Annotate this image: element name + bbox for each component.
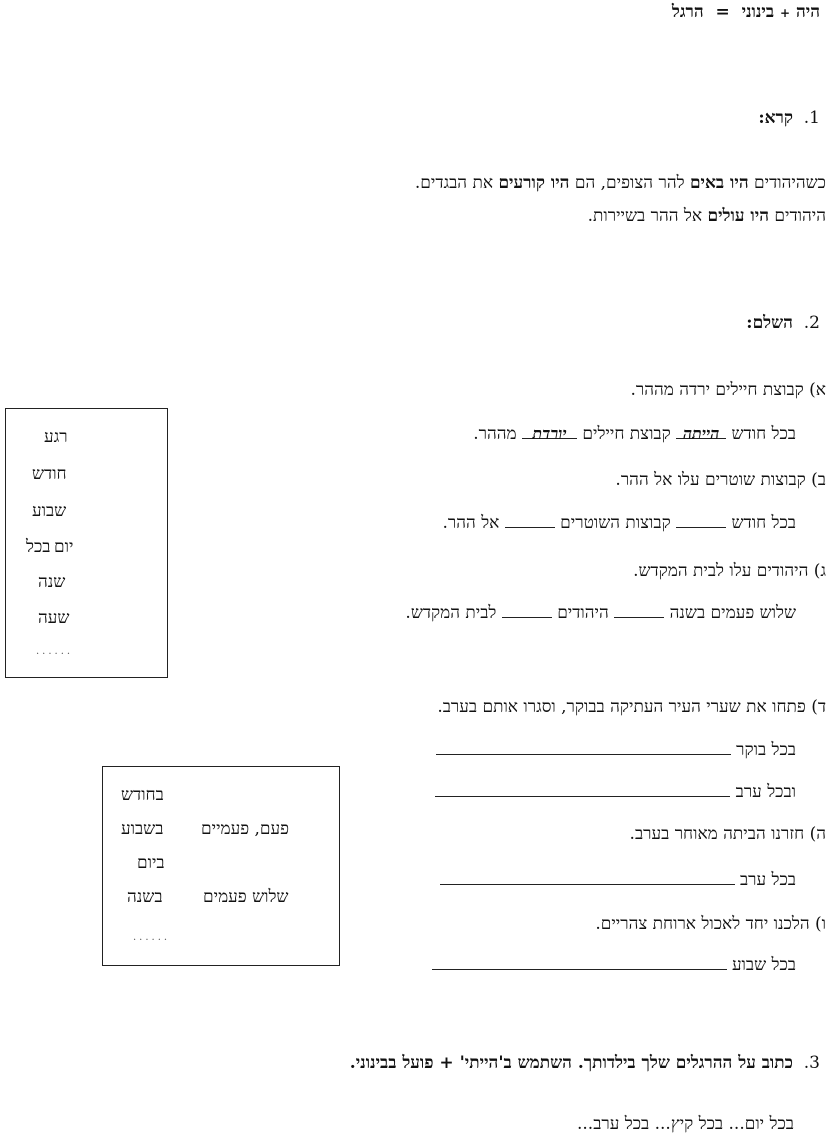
section-number: 1.: [803, 108, 820, 128]
item-v-sentence: [595, 914, 826, 934]
answer-blank[interactable]: [432, 955, 727, 970]
text-run: אל ההר בשיירות.: [587, 206, 708, 226]
item-marker: ד): [811, 697, 826, 717]
section-title: השלם:: [746, 313, 793, 333]
answer-blank-filled[interactable]: [676, 424, 726, 443]
item-sentence: הלכנו יחד לאכול ארוחת צהריים.: [595, 914, 810, 934]
word-bank-word: יום: [54, 537, 74, 557]
item-b-answer: [442, 513, 796, 533]
answer-blank[interactable]: [614, 603, 664, 618]
section-number: 2.: [803, 313, 820, 333]
item-sentence: קבוצת חיילים ירדה מההר.: [630, 380, 804, 400]
item-d-line-2: [435, 782, 796, 802]
section-1-line-1: [415, 173, 826, 193]
item-a-answer: [473, 424, 796, 444]
answer-blank-filled[interactable]: [522, 424, 577, 443]
answer-blank[interactable]: [435, 782, 730, 797]
word-bank-word: רגע: [44, 427, 68, 447]
word-bank-dots: ......: [36, 646, 74, 657]
handwritten-answer: יורדת: [532, 424, 567, 443]
title-part-1: היה: [795, 2, 820, 22]
section-number: 3.: [803, 1053, 820, 1073]
answer-text: בכל בוקר: [736, 740, 796, 760]
section-title: כתוב על ההרגלים שלך בילדותך. השתמש ב'הייתי' + פועל בבינוני.: [349, 1053, 793, 1073]
title-part-2: בינוני: [741, 2, 775, 22]
word-bank-box-1: [5, 408, 168, 678]
word-bank-phrase: פעם, פעמיים: [201, 819, 290, 839]
item-v-line-1: [432, 955, 796, 975]
item-h-sentence: [630, 824, 826, 844]
page-title: [672, 2, 820, 22]
text-run: היהודים: [768, 206, 826, 226]
item-marker: ו): [815, 914, 826, 934]
bold-verb: היו באים: [689, 173, 749, 193]
answer-text: היהודים: [557, 603, 609, 623]
title-plus: +: [780, 6, 791, 20]
word-bank-phrase: שלוש פעמים: [203, 887, 289, 907]
word-bank-word: שעה: [38, 608, 70, 628]
item-sentence: פתחו את שערי העיר העתיקה בבוקר, וסגרו אותם בערב.: [437, 697, 806, 717]
word-bank-word: חודש: [32, 464, 67, 484]
answer-text: אל ההר.: [442, 513, 500, 533]
word-bank-word: שנה: [38, 572, 66, 592]
word-bank-label: בכל: [26, 537, 51, 557]
item-b-sentence: [615, 470, 826, 490]
title-equals: =: [715, 2, 730, 22]
answer-text: לבית המקדש.: [405, 603, 497, 623]
answer-blank[interactable]: [505, 513, 555, 528]
item-d-sentence: [437, 697, 826, 717]
word-bank-word: בשנה: [127, 887, 163, 907]
item-g-answer: [405, 603, 796, 623]
answer-text: בכל חודש: [731, 513, 796, 533]
bold-verb: היו עולים: [707, 206, 769, 226]
word-bank-dots: ......: [133, 932, 171, 943]
item-marker: א): [809, 380, 826, 400]
item-sentence: קבוצות שוטרים עלו אל ההר.: [615, 470, 806, 490]
section-3-prompt: בכל יום... בכל קיץ... בכל ערב...: [576, 1114, 794, 1134]
section-1-line-2: [588, 206, 826, 226]
word-bank-word: ביום: [137, 853, 165, 873]
handwritten-answer: הייתה: [682, 424, 720, 443]
text-run: להר הצופים, הם: [569, 173, 690, 193]
answer-blank[interactable]: [502, 603, 552, 618]
item-a-sentence: [630, 380, 826, 400]
answer-text: בכל שבוע: [731, 955, 796, 975]
item-marker: ג): [813, 561, 826, 581]
word-bank-word: שבוע: [32, 501, 67, 521]
item-sentence: חזרנו הביתה מאוחר בערב.: [629, 824, 805, 844]
title-part-3: הרגל: [671, 2, 704, 22]
word-bank-word: בחודש: [121, 785, 164, 805]
item-h-line-1: [440, 870, 796, 890]
answer-blank[interactable]: [676, 513, 726, 528]
section-2-heading: [746, 313, 820, 333]
word-bank-box-2: [102, 766, 340, 966]
answer-text: קבוצות השוטרים: [560, 513, 671, 533]
answer-text: מההר.: [473, 424, 517, 444]
answer-text: ובכל ערב: [735, 782, 796, 802]
section-title: קרא:: [758, 108, 793, 128]
bold-verb: היו קורעים: [498, 173, 570, 193]
word-bank-word: בשבוע: [121, 819, 164, 839]
answer-text: שלוש פעמים בשנה: [669, 603, 796, 623]
section-3-heading: [350, 1053, 820, 1073]
item-g-sentence: [633, 561, 826, 581]
answer-text: בכל חודש: [731, 424, 796, 444]
section-1-heading: [758, 108, 820, 128]
item-d-line-1: [436, 740, 796, 760]
answer-blank[interactable]: [440, 870, 735, 885]
item-marker: ה): [809, 824, 826, 844]
text-run: כשהיהודים: [748, 173, 826, 193]
item-marker: ב): [811, 470, 826, 490]
item-sentence: היהודים עלו לבית המקדש.: [633, 561, 809, 581]
text-run: את הבגדים.: [414, 173, 499, 193]
answer-blank[interactable]: [436, 740, 731, 755]
answer-text: בכל ערב: [739, 870, 796, 890]
answer-text: קבוצת חיילים: [582, 424, 671, 444]
